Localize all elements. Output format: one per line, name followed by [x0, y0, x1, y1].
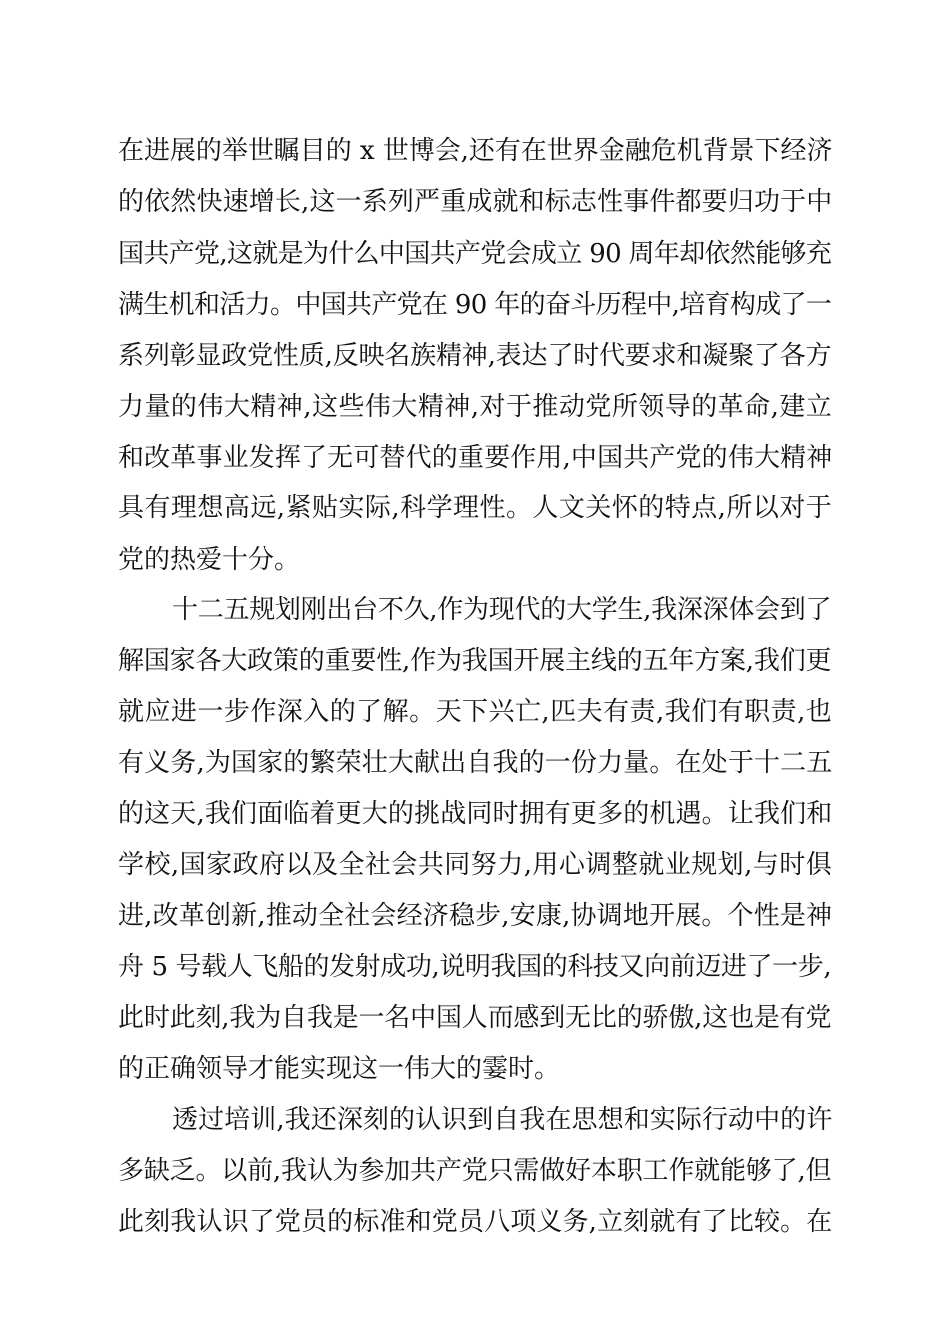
text-line: 此时此刻,我为自我是一名中国人而感到无比的骄傲,这也是有党	[118, 1003, 832, 1033]
text-line: 舟 5 号载人飞船的发射成功,说明我国的科技又向前迈进了一步,	[118, 952, 832, 982]
text-line: 系列彰显政党性质,反映名族精神,表达了时代要求和凝聚了各方	[118, 341, 832, 371]
text-line: 国共产党,这就是为什么中国共产党会成立 90 周年却依然能够充	[118, 239, 832, 269]
text-line: 学校,国家政府以及全社会共同努力,用心调整就业规划,与时俱	[118, 850, 833, 880]
text-line: 的这天,我们面临着更大的挑战同时拥有更多的机遇。让我们和	[118, 799, 833, 829]
text-line: 的正确领导才能实现这一伟大的霎时。	[118, 1054, 561, 1084]
text-line: 的依然快速增长,这一系列严重成就和标志性事件都要归功于中	[118, 187, 833, 217]
text-line: 进,改革创新,推动全社会经济稳步,安康,协调地开展。个性是神	[118, 901, 833, 931]
text-line: 具有理想高远,紧贴实际,科学理性。人文关怀的特点,所以对于	[118, 493, 833, 523]
text-line: 满生机和活力。中国共产党在 90 年的奋斗历程中,培育构成了一	[118, 290, 832, 320]
text-line: 和改革事业发挥了无可替代的重要作用,中国共产党的伟大精神	[118, 443, 833, 473]
text-line: 在进展的举世瞩目的 x 世博会,还有在世界金融危机背景下经济	[118, 136, 833, 166]
text-line: 力量的伟大精神,这些伟大精神,对于推动党所领导的革命,建立	[118, 392, 833, 422]
text-line: 解国家各大政策的重要性,作为我国开展主线的五年方案,我们更	[118, 646, 832, 676]
text-line: 十二五规划刚出台不久,作为现代的大学生,我深深体会到了	[172, 595, 832, 625]
text-line: 党的热爱十分。	[118, 545, 301, 575]
text-line: 此刻我认识了党员的标准和党员八项义务,立刻就有了比较。在	[118, 1207, 833, 1237]
text-line: 就应进一步作深入的了解。天下兴亡,匹夫有责,我们有职责,也	[118, 697, 833, 727]
text-line: 有义务,为国家的繁荣壮大献出自我的一份力量。在处于十二五	[118, 748, 833, 778]
text-line: 透过培训,我还深刻的认识到自我在思想和实际行动中的许	[172, 1105, 833, 1135]
text-line: 多缺乏。以前,我认为参加共产党只需做好本职工作就能够了,但	[118, 1156, 832, 1186]
